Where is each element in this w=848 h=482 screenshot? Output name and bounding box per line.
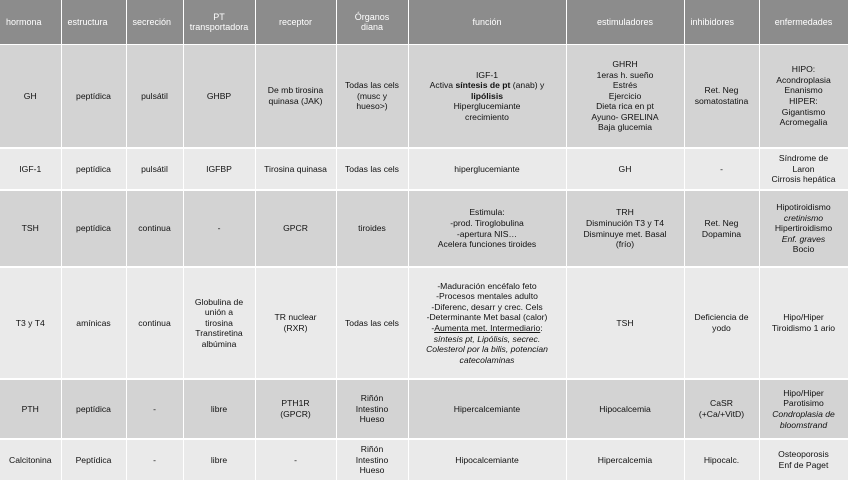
- cell-line: [763, 223, 845, 234]
- cell-hormona: TSH: [0, 190, 61, 267]
- cell-line: [763, 153, 845, 164]
- cell-line: Ret. Neg: [704, 85, 739, 96]
- cell-line: hueso>): [356, 101, 388, 112]
- table-row: [0, 148, 848, 190]
- cell-funcion: [408, 267, 566, 379]
- cell-organos-diana: [336, 148, 408, 190]
- cell-organos-diana: [336, 267, 408, 379]
- text-run: Estimula:: [469, 207, 505, 218]
- cell-line: [763, 85, 845, 96]
- cell-line: libre: [210, 403, 228, 414]
- cell-pt-transportadora: [183, 439, 255, 481]
- table-row: [0, 190, 848, 267]
- cell-receptor: [255, 190, 336, 267]
- cell-funcion: [408, 439, 566, 481]
- cell-line: tirosina: [205, 317, 233, 328]
- cell-line: -: [720, 163, 723, 174]
- cell-line: [412, 112, 563, 123]
- cell-line: CaSR: [710, 398, 733, 409]
- cell-line: [763, 202, 845, 213]
- cell-line: GH: [618, 163, 632, 174]
- cell-line: [763, 449, 845, 460]
- cell-line: [412, 455, 563, 466]
- cell-line: [412, 291, 563, 302]
- header-receptor: receptor: [255, 0, 336, 45]
- text-run: Hipo/Hiper: [783, 312, 824, 323]
- cell-estructura: Peptídica: [61, 439, 126, 481]
- cell-line: IGFBP: [206, 163, 232, 174]
- text-run: HIPO:: [791, 64, 816, 75]
- cell-pt-transportadora: [183, 267, 255, 379]
- text-run: cretinismo: [783, 212, 824, 223]
- text-run: -apertura NIS…: [456, 228, 518, 239]
- text-run: hiperglucemiante: [454, 163, 520, 174]
- cell-line: [412, 344, 563, 355]
- text-run: -Maduración encéfalo feto: [437, 280, 537, 291]
- cell-line: TSH: [616, 317, 634, 328]
- cell-line: yodo: [712, 323, 731, 333]
- header-enfermedades: enfermedades: [759, 0, 848, 45]
- cell-line: [763, 117, 845, 128]
- table-row: [0, 379, 848, 439]
- cell-pt-transportadora: [183, 148, 255, 190]
- cell-line: [412, 229, 563, 240]
- cell-line: Dieta rica en pt: [596, 101, 654, 112]
- table-row: [0, 45, 848, 149]
- text-run: Activa: [429, 80, 456, 91]
- cell-line: GHBP: [206, 90, 232, 101]
- text-run: Hiperglucemiante: [453, 101, 521, 112]
- text-run: lipólisis: [471, 90, 503, 101]
- cell-estructura: amínicas: [61, 267, 126, 379]
- text-run: Gigantismo: [781, 106, 826, 117]
- cell-line: somatostatina: [694, 96, 749, 106]
- cell-hormona: T3 y T4: [0, 267, 61, 379]
- text-run: -prod. Tiroglobulina: [450, 217, 524, 228]
- cell-line: [412, 404, 563, 415]
- text-run: :: [540, 323, 543, 333]
- cell-line: -: [294, 454, 297, 465]
- cell-estimuladores: [566, 267, 684, 379]
- text-run: Hipercalcemiante: [453, 403, 521, 414]
- cell-line: [412, 281, 563, 292]
- cell-hormona: GH: [0, 45, 61, 149]
- cell-funcion: [408, 45, 566, 149]
- cell-line: De mb tirosina: [267, 85, 324, 96]
- cell-secrecion: -: [126, 379, 183, 439]
- cell-line: Transtiretina: [195, 328, 243, 339]
- cell-line: (frío): [615, 239, 635, 250]
- cell-inhibidores: [684, 379, 759, 439]
- cell-inhibidores: [684, 190, 759, 267]
- text-run: Enf de Paget: [778, 460, 829, 470]
- cell-line: (RXR): [283, 323, 308, 333]
- cell-line: [412, 164, 563, 175]
- cell-estructura: peptídica: [61, 190, 126, 267]
- cell-line: [412, 80, 563, 91]
- cell-line: Ejercicio: [608, 90, 642, 101]
- cell-line: Globulina de: [194, 296, 244, 307]
- cell-secrecion: continua: [126, 190, 183, 267]
- cell-funcion: [408, 190, 566, 267]
- cell-funcion: [408, 379, 566, 439]
- text-run: Enanismo: [784, 85, 823, 96]
- cell-line: (+Ca/+VitD): [698, 409, 745, 419]
- text-run: Condroplasia de: [772, 409, 835, 419]
- cell-line: Estrés: [612, 80, 638, 91]
- cell-line: TR nuclear: [274, 312, 317, 323]
- cell-secrecion: continua: [126, 267, 183, 379]
- cell-line: Hipocalc.: [703, 454, 740, 465]
- cell-receptor: [255, 379, 336, 439]
- cell-line: [763, 164, 845, 175]
- cell-line: [763, 460, 845, 471]
- cell-line: [763, 213, 845, 224]
- cell-line: unión a: [204, 307, 234, 318]
- cell-line: [763, 409, 845, 420]
- cell-enfermedades: [759, 439, 848, 481]
- cell-line: [412, 101, 563, 112]
- text-run: Acelera funciones tiroides: [437, 239, 537, 250]
- cell-inhibidores: [684, 45, 759, 149]
- cell-receptor: [255, 148, 336, 190]
- cell-line: Todas las cels: [345, 317, 399, 328]
- cell-line: [412, 323, 563, 334]
- cell-pt-transportadora: [183, 379, 255, 439]
- cell-line: libre: [210, 454, 228, 465]
- text-run: -Determinante Met basal (calor): [426, 312, 548, 323]
- cell-line: [763, 420, 845, 431]
- cell-enfermedades: [759, 148, 848, 190]
- text-run: Síndrome de: [778, 153, 829, 164]
- cell-receptor: [255, 267, 336, 379]
- cell-secrecion: pulsátil: [126, 148, 183, 190]
- text-run: (anab) y: [510, 80, 545, 91]
- cell-line: Hueso: [359, 414, 385, 425]
- text-run: IGF-1: [476, 69, 498, 80]
- table-body: [0, 45, 848, 482]
- cell-line: TRH: [616, 207, 634, 218]
- cell-estructura: peptídica: [61, 148, 126, 190]
- text-run: Acondroplasia: [776, 74, 831, 85]
- header-funcion: función: [408, 0, 566, 45]
- text-run: síntesis de pt: [455, 80, 511, 91]
- text-run: Hipocalcemiante: [455, 454, 519, 465]
- text-run: crecimiento: [465, 111, 509, 122]
- cell-estructura: peptídica: [61, 45, 126, 149]
- text-run: -Diferenc, desarr y crec. Cels: [431, 301, 543, 312]
- cell-organos-diana: [336, 439, 408, 481]
- cell-line: [763, 323, 845, 334]
- cell-line: [412, 70, 563, 81]
- cell-line: [412, 207, 563, 218]
- cell-line: [763, 398, 845, 409]
- cell-line: (GPCR): [280, 409, 311, 419]
- cell-secrecion: pulsátil: [126, 45, 183, 149]
- cell-line: Intestino: [355, 454, 389, 465]
- cell-line: [763, 234, 845, 245]
- cell-line: [763, 244, 845, 255]
- cell-line: -: [217, 223, 221, 234]
- cell-line: Intestino: [355, 403, 389, 414]
- cell-line: [412, 355, 563, 366]
- cell-secrecion: -: [126, 439, 183, 481]
- text-run: Laron: [792, 163, 815, 174]
- cell-enfermedades: [759, 379, 848, 439]
- cell-line: [412, 239, 563, 250]
- text-run: Hipotiroidismo: [776, 202, 831, 213]
- cell-pt-transportadora: [183, 190, 255, 267]
- header-row: [0, 0, 848, 45]
- text-run: Acromegalia: [779, 117, 828, 128]
- cell-line: [763, 107, 845, 118]
- header-inhibidores: inhibidores: [684, 0, 759, 45]
- cell-line: Ret. Neg: [704, 217, 739, 228]
- cell-line: [412, 218, 563, 229]
- cell-line: [412, 302, 563, 313]
- text-run: Hipo/Hiper: [783, 387, 824, 398]
- header-estimuladores: estimuladores: [566, 0, 684, 45]
- text-run: Parotisimo: [783, 398, 824, 409]
- cell-funcion: [408, 148, 566, 190]
- cell-estimuladores: [566, 148, 684, 190]
- cell-estimuladores: [566, 190, 684, 267]
- cell-line: Dopamina: [701, 228, 742, 239]
- text-run: Osteoporosis: [778, 449, 829, 460]
- cell-line: [412, 312, 563, 323]
- text-run: catecolaminas: [459, 354, 515, 365]
- text-run: Cirrosis hepática: [771, 174, 836, 185]
- table-row: [0, 439, 848, 481]
- cell-estimuladores: [566, 439, 684, 481]
- cell-line: Hueso: [359, 465, 385, 476]
- cell-organos-diana: [336, 190, 408, 267]
- cell-enfermedades: [759, 267, 848, 379]
- header-pt-transportadora: PT transportadora: [183, 0, 255, 45]
- table-row: [0, 267, 848, 379]
- cell-line: Disminuye met. Basal: [583, 228, 667, 239]
- text-run: bloomstrand: [779, 419, 828, 430]
- header-estructura: estructura: [61, 0, 126, 45]
- cell-estimuladores: [566, 379, 684, 439]
- cell-line: Deficiencia de: [694, 312, 749, 323]
- text-run: Colesterol por la bilis, potencian: [426, 344, 548, 355]
- cell-line: [763, 64, 845, 75]
- cell-line: Todas las cels: [345, 80, 399, 91]
- text-run: Tiroidismo 1 ario: [771, 323, 836, 333]
- cell-line: 1eras h. sueño: [596, 69, 654, 80]
- text-run: síntesis pt, Lipólisis, secrec.: [433, 333, 541, 344]
- cell-estimuladores: [566, 45, 684, 149]
- cell-line: quinasa (JAK): [268, 96, 323, 106]
- header-hormona: hormona: [0, 0, 61, 45]
- cell-line: [763, 388, 845, 399]
- cell-line: GHRH: [612, 58, 638, 69]
- cell-line: Disminución T3 y T4: [585, 217, 664, 228]
- cell-line: (musc y: [356, 90, 388, 101]
- cell-line: Baja glucemia: [598, 122, 652, 133]
- cell-inhibidores: [684, 148, 759, 190]
- cell-line: [763, 96, 845, 107]
- cell-line: [763, 75, 845, 86]
- text-run: Bocio: [792, 244, 815, 255]
- cell-line: [763, 174, 845, 185]
- cell-line: Ayuno- GRELINA: [591, 111, 659, 122]
- cell-estructura: peptídica: [61, 379, 126, 439]
- cell-hormona: Calcitonina: [0, 439, 61, 481]
- cell-hormona: PTH: [0, 379, 61, 439]
- cell-line: Todas las cels: [345, 163, 399, 174]
- text-run: HIPER:: [789, 96, 818, 106]
- cell-organos-diana: [336, 379, 408, 439]
- cell-line: PTH1R: [281, 398, 310, 409]
- text-run: -: [431, 323, 435, 333]
- cell-line: [412, 334, 563, 345]
- cell-line: Tirosina quinasa: [264, 163, 327, 174]
- cell-receptor: [255, 45, 336, 149]
- cell-line: Riñón: [360, 444, 384, 455]
- cell-pt-transportadora: [183, 45, 255, 149]
- text-run: Aumenta met. Intermediario: [434, 323, 541, 333]
- cell-line: albúmina: [201, 338, 237, 349]
- cell-line: Hipercalcemia: [597, 454, 653, 465]
- cell-line: [763, 312, 845, 323]
- cell-receptor: [255, 439, 336, 481]
- cell-line: Hipocalcemia: [599, 403, 651, 414]
- cell-inhibidores: [684, 267, 759, 379]
- cell-line: [412, 91, 563, 102]
- cell-line: GPCR: [283, 223, 308, 234]
- text-run: Hipertiroidismo: [774, 223, 833, 234]
- cell-enfermedades: [759, 190, 848, 267]
- cell-organos-diana: [336, 45, 408, 149]
- cell-enfermedades: [759, 45, 848, 149]
- text-run: Enf. graves: [781, 233, 826, 244]
- cell-line: Riñón: [360, 393, 384, 404]
- cell-line: tiroides: [358, 223, 386, 234]
- text-run: -Procesos mentales adulto: [436, 291, 538, 302]
- cell-hormona: IGF-1: [0, 148, 61, 190]
- header-organos-diana: Órganos diana: [336, 0, 408, 45]
- header-secrecion: secreción: [126, 0, 183, 45]
- cell-inhibidores: [684, 439, 759, 481]
